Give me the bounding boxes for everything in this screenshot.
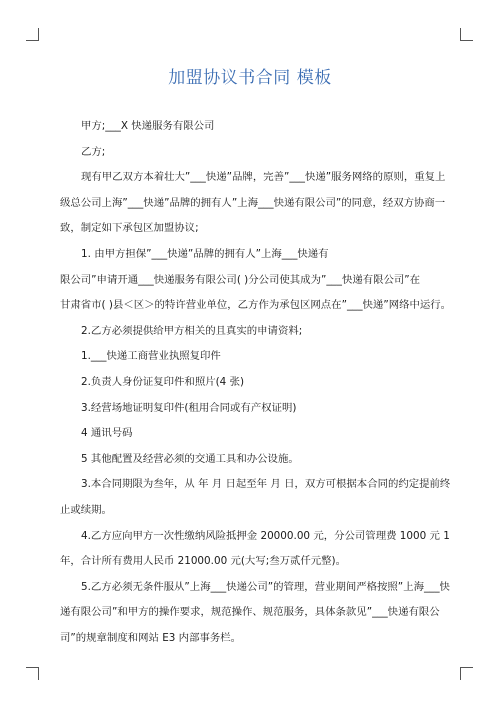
crop-mark-top-left [26,28,39,41]
paragraph-line: 级总公司上海”___快递”品牌的拥有人”上海___快递有限公司”的同意，经双方协商一 [60,196,446,209]
paragraph-line: 5.乙方必须无条件服从”上海___快递公司”的管理，营业期间严格按照”上海___快 [81,580,450,593]
list-item: 2.负责人身份证复印件和照片(4 张) [81,375,245,388]
paragraph-line: 司”的规章制度和网站 E3 内部事务栏。 [60,631,242,644]
party-a-line: 甲方;___X 快递服务有限公司 [81,120,215,132]
paragraph-line: 3.本合同期限为叁年，从 年 月 日起至年 月 日，双方可根据本合同的约定提前终 [81,478,451,491]
document-body [60,114,452,651]
paragraph-line: 2.乙方必须提供给甲方相关的且真实的申请资料; [81,324,303,337]
paragraph-line: 4.乙方应向甲方一次性缴纳风险抵押金 20000.00 元，分公司管理费 1000 元 1 [81,529,450,542]
list-item: 1.___快递工商营业执照复印件 [81,350,221,363]
crop-mark-bottom-left [26,667,39,680]
paragraph-line: 甘肃省市( )县＜区＞的特许营业单位，乙方作为承包区网点在”___快递”网络中运行。 [60,299,452,312]
paragraph-line: 递有限公司”和甲方的操作要求，规范操作、规范服务，具体条款见”___快递有限公 [60,606,440,619]
paragraph-line: 止或续期。 [60,503,112,516]
list-item: 3.经营场地证明复印件(租用合同或有产权证明) [81,401,297,414]
paragraph-line: 现有甲乙双方本着壮大”___快递”品牌，完善”___快递”服务网络的原则，重复上 [81,171,446,184]
paragraph-line: 年，合计所有费用人民币 21000.00 元(大写;叁万贰仟元整)。 [60,555,346,568]
paragraph-line: 限公司”申请开通___快递服务有限公司( )分公司使其成为”___快递有限公司”在 [60,273,421,286]
document-title: 加盟协议书合同 模板 [168,68,332,88]
party-b-line: 乙方; [81,145,106,158]
crop-mark-top-right [460,28,473,41]
list-item: 4 通讯号码 [81,427,133,440]
paragraph-line: 1. 由甲方担保”___快递”品牌的拥有人”上海___快递有 [81,247,329,260]
crop-mark-bottom-right [460,667,473,680]
paragraph-line: 致，制定如下承包区加盟协议; [60,222,199,235]
list-item: 5 其他配置及经营必须的交通工具和办公设施。 [81,452,299,465]
